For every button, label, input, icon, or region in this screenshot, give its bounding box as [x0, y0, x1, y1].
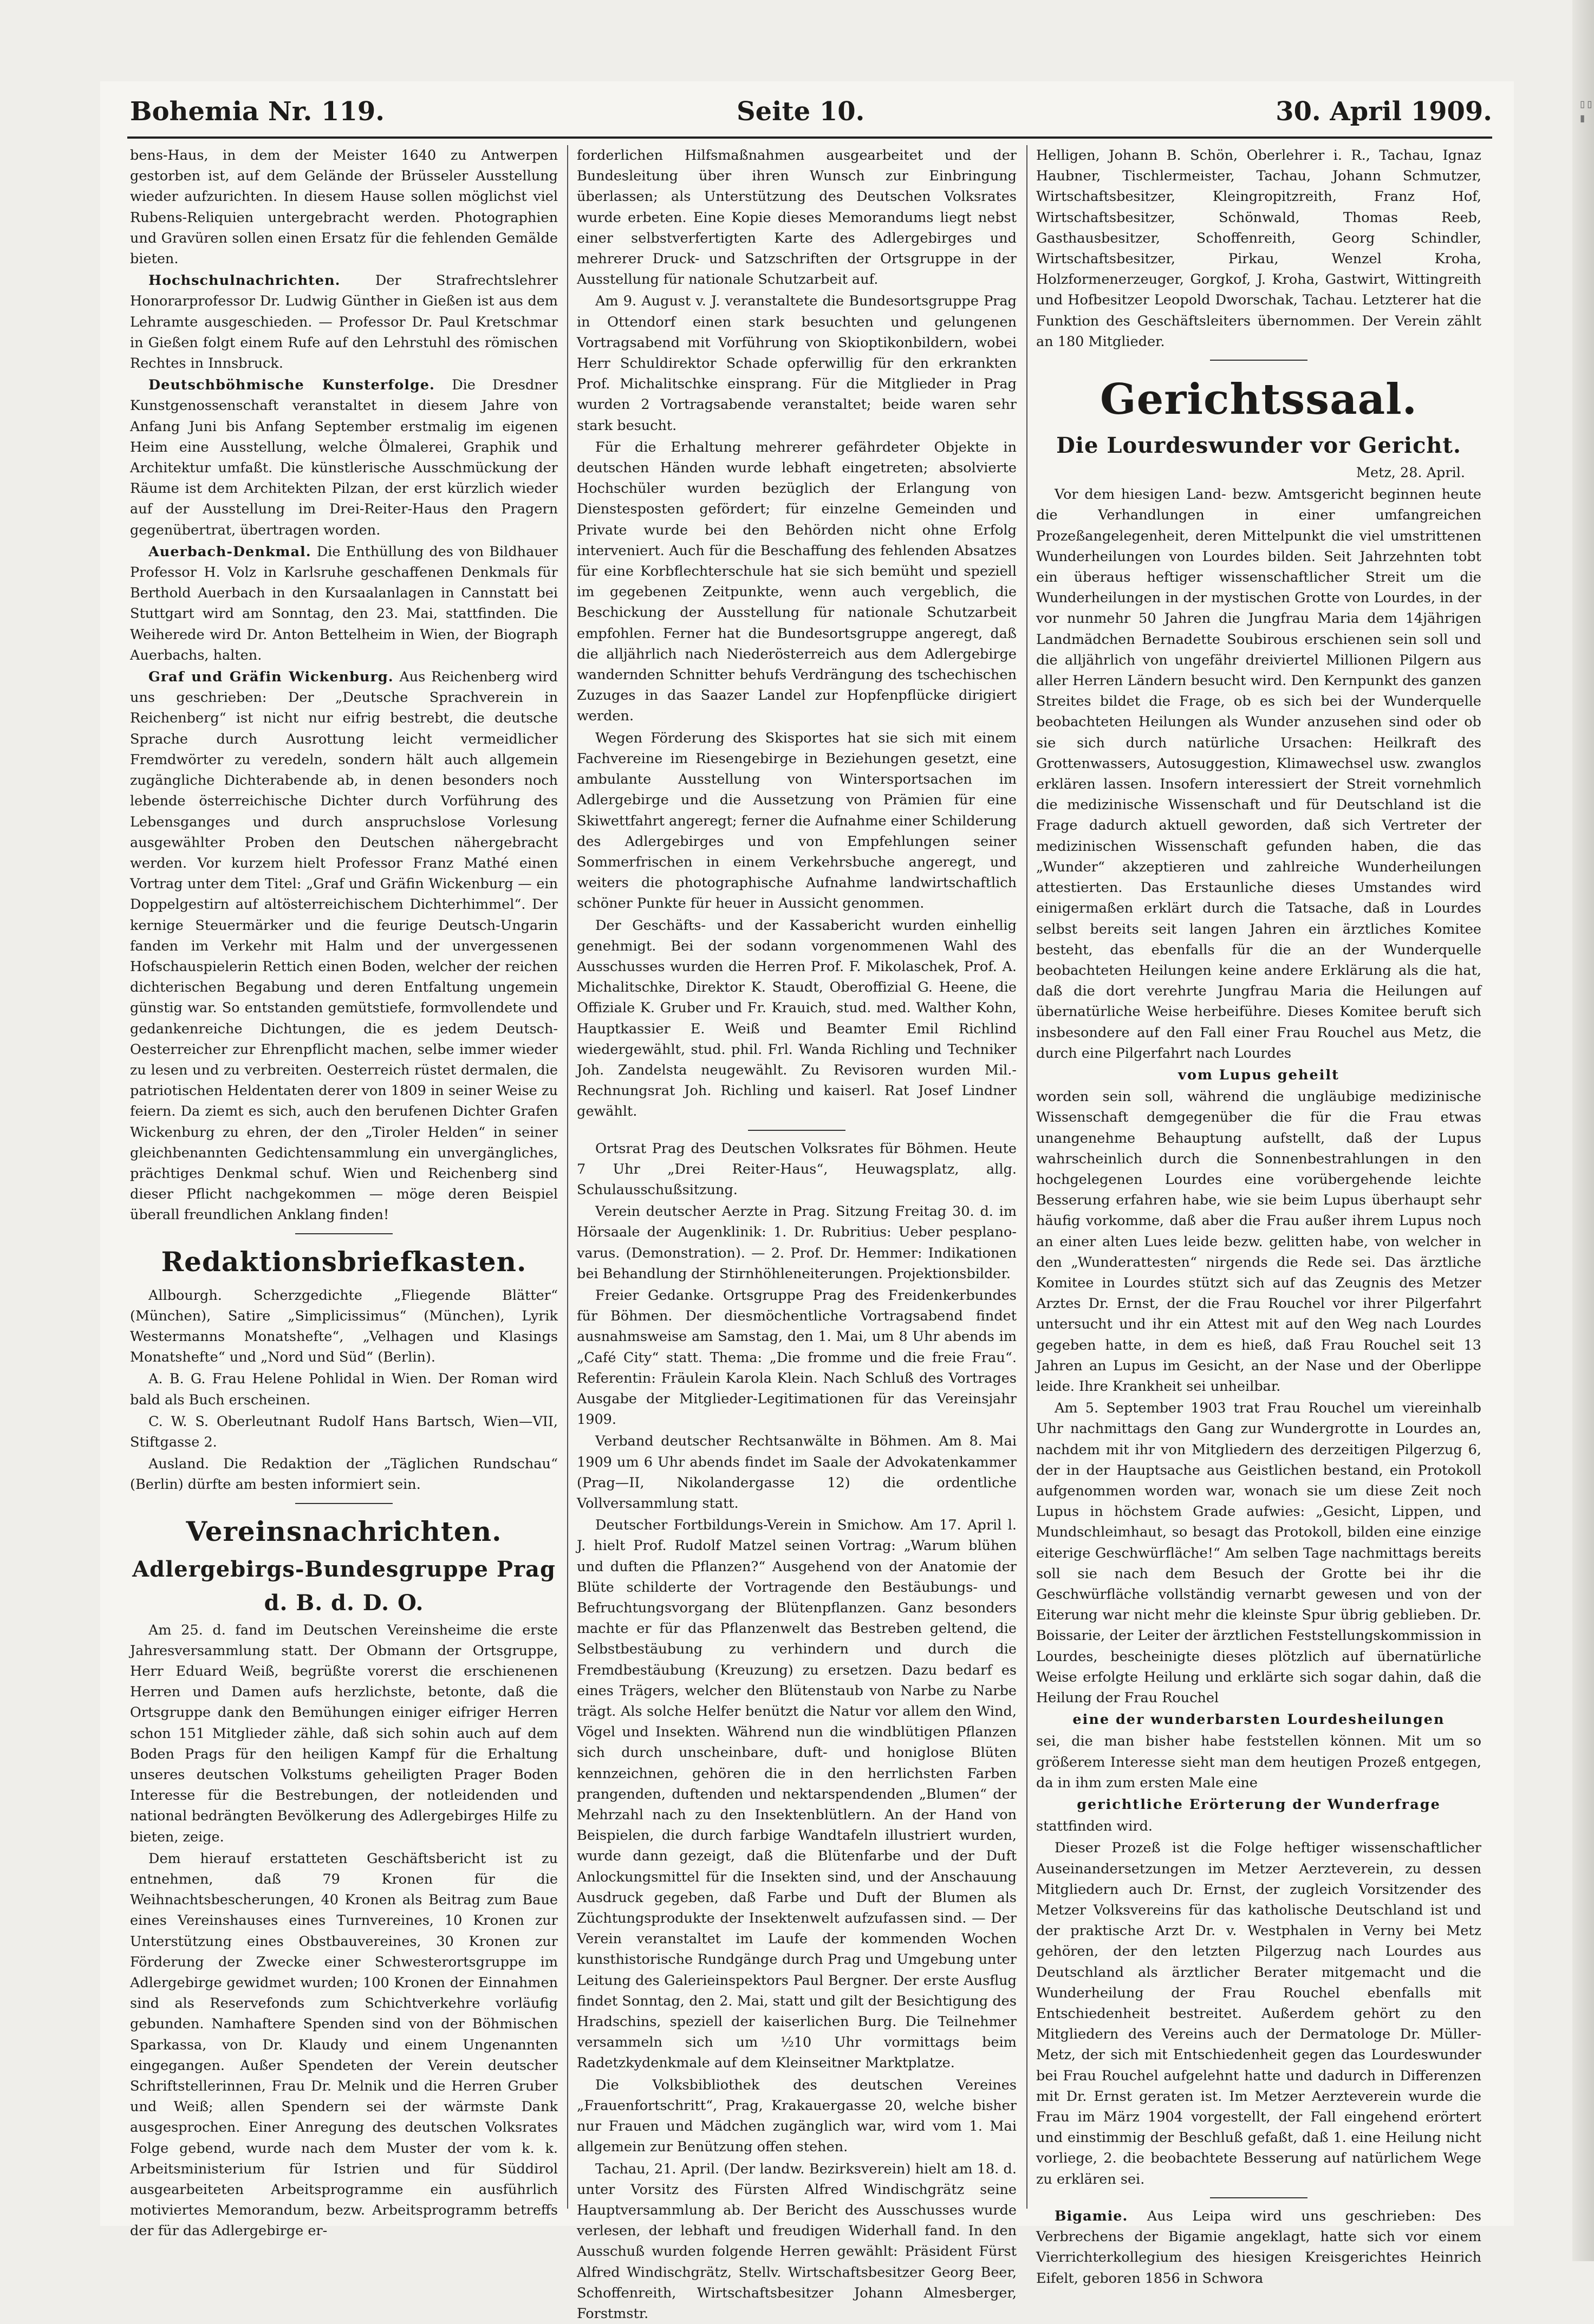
article-text: Aus Reichenberg wird uns geschrieben: Der „Deutsche Sprachverein in Reichenberg“ ist nicht nur eifrig bestrebt, die deutsche Sprache durch Ausrottung leicht vermeidlicher Fremdwörter zu veredeln, sondern hält auch allgemein zugängliche Dichterabende ab, in denen besonders noch lebende österreichische Dichter durch Vorführung des Lebensganges und durch anspruchslose Vorlesung ausgewählter Proben den Deutschen nähergebracht werden. Vor kurzem hielt Professor Franz Mathé einen Vortrag unter dem Titel: „Graf und Gräfin Wickenburg — ein Doppelgestirn auf altösterreichischem Dichterhimmel“. Der kernige Steuermärker und die feurige Deutsch-Ungarin fanden im Verkehr mit Halm und der unvergessenen Hofschauspielerin Rettich einen Boden, welcher der reichen dichterischen Begabung und deren Entfaltung ungemein günstig war. So entstanden gemütstiefe, formvollendete und gedankenreiche Dichtungen, die es jedem Deutsch-Oesterreicher zur Ehrenpflicht machen, selbe immer wieder zu lesen und zu verbreiten. Oesterreich rüstet dermalen, die patriotischen Heldentaten derer von 1809 in seiner Weise zu feiern. Da ziemt es sich, auch den berufenen Dichter Grafen Wickenburg zu ehren, der den „Tiroler Helden“ in seiner gleichbenannten Gedichtensammlung ein unvergängliches, prächtiges Denkmal schuf. Wien und Reichenberg sind dieser Pflicht nachgekommen — möge deren Beispiel überall freundlichen Anklang finden! — [130, 669, 558, 1223]
newspaper-page — [100, 81, 1514, 2226]
article-text: Für die Erhaltung mehrerer gefährdeter Objekte in deutschen Händen wurde lebhaft eingetreten; absolvierte Hochschüler wurden bezüglich der Erlangung von Dienstesposten gefördert; für einzelne Gemeinden und Private wurde bei den Behörden nicht ohne Erfolg interveniert. Auch für die Beschaffung des fehlenden Absatzes für eine Korbflechterschule hat sie sich bemüht und speziell im gegebenen Zeitpunkte, wenn auch vergeblich, die Beschickung der Ausstellung für nationale Schutzarbeit empfohlen. Ferner hat die Bundesortsgruppe angeregt, daß die alljährlich nach Niederösterreich aus dem Adlergebirge wandernden Schnitter behufs Verdrängung des tschechischen Zuzuges in das Saazer Landel zur Hopfenpflücke dirigiert werden. — [577, 437, 1017, 727]
article-heading: Bigamie. — [1055, 2208, 1128, 2224]
column-1 — [130, 145, 558, 2209]
article-heading: Graf und Gräfin Wickenburg. — [148, 669, 394, 685]
notice-volksbibliothek: Die Volksbibliothek des deutschen Vereines „Frauenfortschritt“, Prag, Krakauergasse 20, welche bisher nur Frauen und Mädchen zugänglich war, wird vom 1. Mai allgemein zur Benützung offen stehen. — [577, 2075, 1017, 2158]
masthead-page-number: Seite 10. — [737, 96, 864, 127]
inline-headline: vom Lupus geheilt — [1036, 1065, 1481, 1085]
notice-ortsrat: Ortsrat Prag des Deutschen Volksrates für Böhmen. Heute 7 Uhr „Drei Reiter-Haus“, Heuwagsplatz, allg. Schulausschußsitzung. — [577, 1138, 1017, 1201]
article-paragraph — [130, 542, 558, 666]
column-3 — [1036, 145, 1481, 2209]
article-text: forderlichen Hilfsmaßnahmen ausgearbeitet und der Bundesleitung über ihren Wunsch zur Einbringung überlassen; als Unterstützung des Deutschen Volksrates wurde erbeten. Eine Kopie dieses Memorandums liegt nebst einer selbstverfertigten Karte des Adlergebirges und mehrerer Druck- und Satzschriften der Ortsgruppe in der Ausstellung für nationale Schutzarbeit auf. — [577, 145, 1017, 290]
section-divider — [295, 1233, 393, 1234]
article-text: Am 25. d. fand im Deutschen Vereinsheime die erste Jahresversammlung statt. Der Obmann der Ortsgruppe, Herr Eduard Weiß, begrüßte vorerst die erschienenen Herren und Damen aufs herzlichste, betonte, daß die Ortsgruppe dank den Bemühungen einiger eifriger Herren schon 151 Mitglieder zähle, daß sich sohin auch auf dem Boden Prags für den heiligen Kampf für die Erhaltung unseres deutschen Volkstums geheiligten Prager Boden Interesse für die Bestrebungen, der notleidenden und national bedrängten Bevölkerung des Adlergebirges Hilfe zu bieten, zeige. — [130, 1620, 558, 1847]
notice-tachau: Tachau, 21. April. (Der landw. Bezirksverein) hielt am 18. d. unter Vorsitz des Fürsten Alfred Windischgrätz seine Hauptversammlung ab. Der Bericht des Ausschusses wurde verlesen, der lebhaft und freudigen Widerhall fand. In den Ausschuß wurden folgende Herren gewählt: Präsident Fürst Alfred Windischgrätz, Stellv. Wirtschaftsbesitzer Georg Beer, Schoffenreith, Wirtschaftsbesitzer Johann Almesberger, Forstmstr. — [577, 2159, 1017, 2324]
section-heading-gerichtssaal: Gerichtssaal. — [1036, 373, 1481, 427]
article-text: worden sein soll, während die ungläubige medizinische Wissenschaft demgegenüber die für die Frau etwas unangenehme Behauptung aufstellt, daß der Lupus wahrscheinlich durch die Sonnenbestrahlungen in den hochgelegenen Lourdes eine vorübergehende leichte Besserung erfahren habe, wie sie beim Lupus überhaupt sehr häufig vorkomme, daß aber die Frau außer ihrem Lupus noch an einer alten Lues leide bezw. gelitten habe, von welcher in den „Wunderattesten“ nirgends die Rede sei. Das ärztliche Komitee in Lourdes stützt sich auf das Zeugnis des Metzer Arztes Dr. Ernst, der die Frau Rouchel vor ihrer Pilgerfahrt untersucht und ihr ein Attest mit auf den Weg nach Lourdes gegeben hatte, in dem es hieß, daß Frau Rouchel seit 13 Jahren an Lupus im Gesicht, an der Nase und der Oberlippe leide. Ihre Krankheit sei unheilbar. — [1036, 1086, 1481, 1397]
article-text: bens-Haus, in dem der Meister 1640 zu Antwerpen gestorben ist, auf dem Gelände der Brüsseler Ausstellung wieder aufzurichten. In diesem Hause sollen möglichst viel Rubens-Reliquien untergebracht werden. Photographien und Gravüren sollen einen Ersatz für die fehlenden Gemälde bieten. — [130, 145, 558, 269]
article-text: Der Geschäfts- und der Kassabericht wurden einhellig genehmigt. Bei der sodann vorgenommenen Wahl des Ausschusses wurden die Herren Prof. F. Mikolaschek, Prof. A. Michalitschke, Direktor K. Staudt, Oberoffizial G. Heene, die Offiziale K. Gruber und Fr. Krauich, stud. med. Walther Kohn, Hauptkassier E. Weiß und Beamter Emil Richlind wiedergewählt, stud. phil. Frl. Wanda Richling und Techniker Joh. Zandelsta neugewählt. Zu Revisoren wurden Mil.-Rechnungsrat Joh. Richling und kaiserl. Rat Josef Lindner gewählt. — [577, 915, 1017, 1122]
column-divider — [1026, 145, 1027, 2209]
article-heading: Deutschböhmische Kunsterfolge. — [148, 377, 435, 393]
masthead-date: 30. April 1909. — [1276, 96, 1492, 127]
notice-aerzte: Verein deutscher Aerzte in Prag. Sitzung Freitag 30. d. im Hörsaale der Augenklinik: 1. Dr. Rubritius: Ueber pesplano-varus. (Demonstration). — 2. Prof. Dr. Hemmer: Indikationen bei Behandlung der Stirnhöhleneiterungen. Projektionsbilder. — [577, 1201, 1017, 1284]
subsection-subheading: d. B. d. D. O. — [130, 1589, 558, 1618]
masthead-rule — [127, 136, 1492, 139]
notice-rechtsanwaelte: Verband deutscher Rechtsanwälte in Böhmen. Am 8. Mai 1909 um 6 Uhr abends findet im Saale der Advokatenkammer (Prag—II, Nikolandergasse 12) die ordentliche Vollversammlung statt. — [577, 1431, 1017, 1514]
inline-headline: gerichtliche Erörterung der Wunderfrage — [1036, 1794, 1481, 1815]
article-text: Dem hierauf erstatteten Geschäftsbericht ist zu entnehmen, daß 79 Kronen für die Weihnachtsbescherungen, 40 Kronen als Beitrag zum Baue eines Vereinshauses eines Turnvereines, 10 Kronen zur Unterstützung eines Obstbauvereines, 30 Kronen zur Förderung der Zwecke einer Schwesterortsgruppe im Adlergebirge gewidmet wurden; 100 Kronen der Einnahmen sind als Reservefonds zum Schichtverkehre vorläufig gebunden. Namhaftere Spenden sind von der Böhmischen Sparkassa, von Dr. Klaudy und einem Ungenannten eingegangen. Außer Spendeten der Verein deutscher Schriftstellerinnen, Frau Dr. Melnik und die Herren Gruber und Weiß; allen Spendern sei der wärmste Dank ausgesprochen. Einer Anregung des deutschen Volksrates Folge gebend, wurde nach dem Muster der vom k. k. Arbeitsministerium für Istrien und für Süddirol ausgearbeiteten Arbeitsprogramme ein ausführlich motiviertes Memorandum, bezw. Arbeitsprogramm betreffs der für das Adlergebirge er- — [130, 1848, 558, 2242]
page-edge — [1572, 0, 1594, 2261]
article-text: Wegen Förderung des Skisportes hat sie sich mit einem Fachvereine im Riesengebirge in Beziehungen gesetzt, eine ambulante Ausstellung von Wintersportsachen im Adlergebirge und die Aussetzung von Prämien für eine Skiwettfahrt angeregt; ferner die Aufnahme einer Schilderung des Adlergebirges und von Empfehlungen seiner Sommerfrischen in einem Verkehrsbuche angeregt, und weiters die photographische Aufnahme landwirtschaftlich schöner Punkte für heuer in Aussicht genommen. — [577, 728, 1017, 914]
section-divider — [1210, 360, 1307, 361]
article-paragraph — [130, 667, 558, 1225]
article-paragraph — [1036, 2206, 1481, 2289]
article-text: stattfinden wird. — [1036, 1816, 1481, 1837]
section-heading-vereinsnachrichten: Vereinsnachrichten. — [130, 1513, 558, 1551]
masthead — [100, 96, 1514, 134]
article-paragraph — [130, 270, 558, 374]
column-2 — [577, 145, 1017, 2209]
article-heading: Hochschulnachrichten. — [148, 272, 341, 289]
section-divider — [748, 1130, 845, 1131]
notice-freier-gedanke: Freier Gedanke. Ortsgruppe Prag des Freidenkerbundes für Böhmen. Der diesmöchentliche Vortragsabend findet ausnahmsweise am Samstag, den 1. Mai, um 8 Uhr abends im „Café City“ statt. Thema: „Die fromme und die freie Frau“. Referentin: Fräulein Karola Klein. Nach Schluß des Vortrages Ausgabe der Mitglieder-Legitimationen für das Vereinsjahr 1909. — [577, 1285, 1017, 1430]
section-divider — [295, 1503, 393, 1504]
article-text: Dieser Prozeß ist die Folge heftiger wissenschaftlicher Auseinandersetzungen im Metzer Aerzteverein, zu dessen Mitgliedern auch Dr. Ernst, der zugleich Vorsitzender des Metzer Volksvereins für das katholische Deutschland ist und der praktische Arzt Dr. v. Westphalen in Verny bei Metz gehören, der den letzten Pilgerzug nach Lourdes aus Deutschland als ärztlicher Berater mitgemacht und die Wunderheilung der Frau Rouchel ebenfalls mit Entschiedenheit bestreitet. Außerdem gehört zu den Mitgliedern des Vereins auch der Dermatologe Dr. Müller-Metz, der sich mit Entschiedenheit gegen das Lourdeswunder bei Frau Rouchel aufgelehnt hatte und dadurch in Differenzen mit Dr. Ernst geraten ist. Im Metzer Aerzteverein wurde die Frau im März 1904 vorgestellt, der Fall eingehend erörtert und einstimmig der Beschluß gefaßt, daß 1. eine Heilung nicht vorliege, 2. die beobachtete Besserung auf natürlichem Wege zu erklären sei. — [1036, 1838, 1481, 2189]
letterbox-entry: C. W. S. Oberleutnant Rudolf Hans Bartsch, Wien—VII, Stiftgasse 2. — [130, 1411, 558, 1453]
section-divider — [1210, 2197, 1307, 2198]
article-paragraph — [130, 375, 558, 541]
article-text: sei, die man bisher habe feststellen können. Mit um so größerem Interesse sieht man dem heutigen Prozeß entgegen, da in ihm zum ersten Male eine — [1036, 1731, 1481, 1793]
letterbox-entry: Allbourgh. Scherzgedichte „Fliegende Blätter“ (München), Satire „Simplicissimus“ (München), Lyrik Westermanns Monatshefte“, „Velhagen und Klasings Monatshefte“ und „Nord und Süd“ (Berlin). — [130, 1285, 558, 1368]
article-text: Helligen, Johann B. Schön, Oberlehrer i. R., Tachau, Ignaz Haubner, Tischlermeister, Tachau, Johann Schmutzer, Wirtschaftsbesitzer, Kleingropitzreith, Franz Hof, Wirtschaftsbesitzer, Schönwald, Thomas Reeb, Gasthausbesitzer, Schoffenreith, Georg Schindler, Wirtschaftsbesitzer, Pirkau, Wenzel Kroha, Holzformenerzeuger, Gorgkof, J. Kroha, Gastwirt, Wittingreith und Hofbesitzer Leopold Dworschak, Tachau. Letzterer hat die Funktion des Geschäftsleiters übernommen. Der Verein zählt an 180 Mitglieder. — [1036, 145, 1481, 352]
letterbox-entry: Ausland. Die Redaktion der „Täglichen Rundschau“ (Berlin) dürfte am besten informiert sein. — [130, 1454, 558, 1495]
inline-headline: eine der wunderbarsten Lourdesheilungen — [1036, 1709, 1481, 1730]
section-heading-redaktion: Redaktionsbriefkasten. — [130, 1243, 558, 1281]
article-heading: Auerbach-Denkmal. — [148, 544, 311, 560]
subsection-heading: Adlergebirgs-Bundesgruppe Prag — [130, 1555, 558, 1584]
article-text: Der Strafrechtslehrer Honorarprofessor Dr. Ludwig Günther in Gießen ist aus dem Lehramte ausgeschieden. — Professor Dr. Paul Kretschmar in Gießen folgt einem Rufe auf den Lehrstuhl des römischen Rechtes in Innsbruck. — [130, 272, 558, 372]
article-text: Die Dresdner Kunstgenossenschaft veranstaltet in diesem Jahre von Anfang Juni bis Anfang September erstmalig im eigenen Heim eine Ausstellung, welche Ölmalerei, Graphik und Architektur umfaßt. Die künstlerische Ausschmückung der Räume ist dem Architekten Pilzan, der erst kürzlich wieder auf der Ausstellung im Drei-Reiter-Haus den Pragern gegenübertrat, übertragen worden. — [130, 377, 558, 538]
letterbox-entry: A. B. G. Frau Helene Pohlidal in Wien. Der Roman wird bald als Buch erscheinen. — [130, 1369, 558, 1410]
article-text: Am 5. September 1903 trat Frau Rouchel um viereinhalb Uhr nachmittags den Gang zur Wundergrotte in Lourdes an, nachdem mit ihr von Mitgliedern des derzeitigen Pilgerzug 6, der in der Hauptsache aus Geistlichen bestand, ein Protokoll aufgenommen worden war, wonach sie um diese Zeit noch Lupus in höchstem Grade aufwies: „Gesicht, Lippen, und Mundschleimhaut, so besagt das Protokoll, bilden eine einzige eiterige Geschwürfläche!“ Am selben Tage nachmittags bereits soll sie nach dem Besuch der Grotte bei ihr die Geschwürfläche vollständig vernarbt gewesen und von der Eiterung war nicht mehr die kleinste Spur übrig geblieben. Dr. Boissarie, der Leiter der ärztlichen Feststellungskommission in Lourdes, bescheinigte dieses plötzlich auf übernatürliche Weise erfolgte Heilung und erklärte sich sogar dahin, daß die Heilung der Frau Rouchel — [1036, 1398, 1481, 1708]
article-text: Vor dem hiesigen Land- bezw. Amtsgericht beginnen heute die Verhandlungen in einer umfangreichen Prozeßangelegenheit, deren Mittelpunkt die viel umstrittenen Wunderheilungen von Lourdes bilden. Seit Jahrzehnten tobt ein überaus heftiger wissenschaftlicher Streit um die Wunderheilungen in der mystischen Grotte von Lourdes, in der vor nunmehr 50 Jahren die Jungfrau Maria dem 14jährigen Landmädchen Bernadette Soubirous erschienen sein soll und die alljährlich von ungefähr dreiviertel Millionen Pilgern aus aller Herren Ländern besucht wird. Den Kernpunkt des ganzen Streites bildet die Frage, ob es sich bei der Wunderquelle beobachteten Heilungen als Wunder anzusehen sind oder ob sie sich durch natürliche Ursachen: Heilkraft des Grottenwassers, Autosuggestion, Klimawechsel usw. zwanglos erklären lassen. Insofern interessiert der Streit vornehmlich die medizinische Wissenschaft und für Deutschland ist die Frage dadurch aktuell geworden, daß sich Vertreter der medizinischen Wissenschaft gefunden haben, die das „Wunder“ akzeptieren und zahlreiche Wunderheilungen attestierten. Das Erstaunliche dieses Umstandes wird einigermaßen erklärt durch die Tatsache, daß in Lourdes selbst bereits seit langen Jahren ein ärztliches Komitee besteht, das ebenfalls für die an der Wunderquelle beobachteten Heilungen keine andere Erklärung als die hat, daß die dort verehrte Jungfrau Maria die Heilungen auf übernatürliche Weise herbeiführe. Dieses Komitee beruft sich insbesondere auf den Fall einer Frau Rouchel aus Metz, die durch eine Pilgerfahrt nach Lourdes — [1036, 484, 1481, 1064]
article-text: Aus Leipa wird uns geschrieben: Des Verbrechens der Bigamie angeklagt, hatte sich vor einem Vierrichterkollegium des hiesigen Kreisgerichtes Heinrich Eifelt, geboren 1856 in Schwora — [1036, 2208, 1481, 2287]
column-divider — [567, 145, 568, 2209]
dateline: Metz, 28. April. — [1036, 463, 1465, 483]
article-text: Am 9. August v. J. veranstaltete die Bundesortsgruppe Prag in Ottendorf einen stark besuchten und gelungenen Vortragsabend mit Vorführung von Skioptikonbildern, wobei Herr Schuldirektor Schade opferwillig für den erkrankten Prof. Michalitschke einsprang. Für die Mitglieder in Prag wurden 2 Vortragsabende veranstaltet; beide waren sehr stark besucht. — [577, 291, 1017, 435]
scan-edge-marks: ▯▯ ▮ — [1579, 97, 1590, 126]
article-headline: Die Lourdeswunder vor Gericht. — [1036, 431, 1481, 460]
masthead-issue: Bohemia Nr. 119. — [130, 96, 385, 127]
notice-smichow: Deutscher Fortbildungs-Verein in Smichow. Am 17. April l. J. hielt Prof. Rudolf Matzel seinen Vortrag: „Warum blühen und duften die Pflanzen?“ Ausgehend von der Anatomie der Blüte schilderte der Vortragende den Bestäubungs- und Befruchtungsvorgang der Blütenpflanzen. Ganz besonders machte er für das Pflanzenwelt das Bestreben geltend, die Selbstbestäubung zu verhindern und durch die Fremdbestäubung (Kreuzung) zu ersetzen. Dazu bedarf es eines Trägers, welcher den Blütenstaub von Narbe zu Narbe trägt. Als solche Helfer benützt die Natur vor allem den Wind, Vögel und Insekten. Während nun die windblütigen Pflanzen sich durch unscheinbare, duft- und honiglose Blüten kennzeichnen, gehören die in den herrlichsten Farben prangenden, duftenden und nektarspendenden „Blumen“ der Mehrzahl nach zu den Insektenblütlern. An der Hand von Beispielen, die durch farbige Wandtafeln illustriert wurden, wurde dann gezeigt, daß die Blütenfarbe und der Duft Anlockungsmittel für die Insekten sind, und der Anschauung Ausdruck gegeben, daß Farbe und Duft der Blumen als Züchtungsprodukte der Insektenwelt aufzufassen sind. — Der Verein veranstaltet im Laufe der kommenden Wochen kunsthistorische Rundgänge durch Prag und Umgebung unter Leitung des Galerieinspektors Paul Bergner. Der erste Ausflug findet Sonntag, den 2. Mai, statt und gilt der Besichtigung des Hradschins, speziell der kaiserlichen Burg. Die Teilnehmer versammeln sich um ½10 Uhr vormittags beim Radetzkydenkmale auf dem Kleinseitner Marktplatze. — [577, 1515, 1017, 2073]
article-text: Die Enthüllung des von Bildhauer Professor H. Volz in Karlsruhe geschaffenen Denkmals für Berthold Auerbach in den Kursaalanlagen in Cannstatt bei Stuttgart wird am Sonntag, den 23. Mai, stattfinden. Die Weiherede wird Dr. Anton Bettelheim in Wien, der Biograph Auerbachs, halten. — [130, 544, 558, 663]
